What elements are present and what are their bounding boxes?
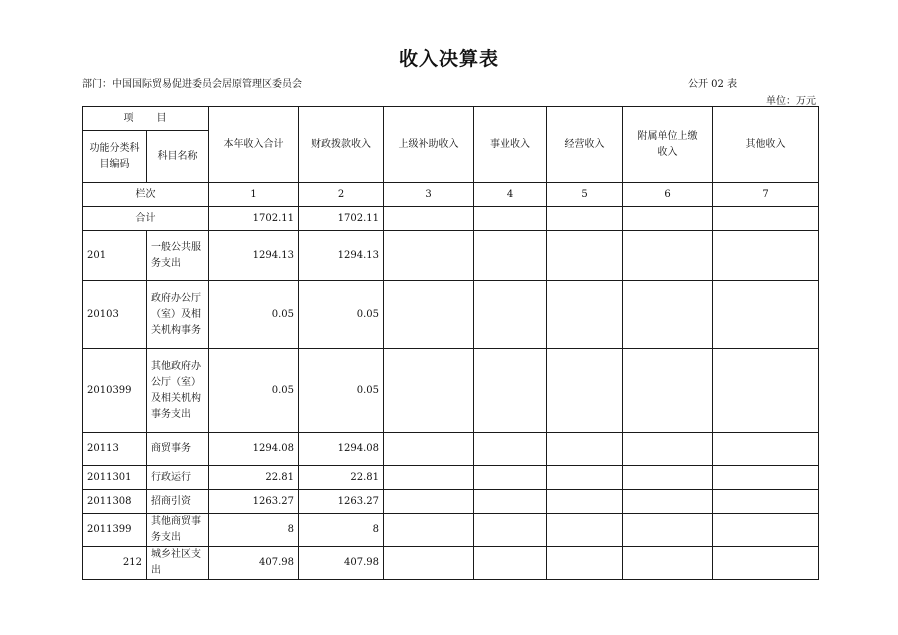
row-value <box>547 433 623 466</box>
table-row <box>83 433 819 466</box>
row-name: 政府办公厅（室）及相关机构事务 <box>147 281 209 349</box>
total-value <box>623 207 713 231</box>
row-value: 1263.27 <box>299 490 384 514</box>
row-value: 8 <box>209 514 299 547</box>
column-index-row <box>83 183 819 207</box>
header-col-6: 附属单位上缴收入 <box>623 107 713 183</box>
row-value: 0.05 <box>209 349 299 433</box>
row-value <box>547 514 623 547</box>
header-func-code: 功能分类科目编码 <box>83 131 147 183</box>
header-row-1 <box>83 107 819 131</box>
row-value <box>474 433 547 466</box>
row-value <box>384 466 474 490</box>
row-value <box>474 547 547 580</box>
header-col-2: 财政拨款收入 <box>299 107 384 183</box>
total-value <box>384 207 474 231</box>
row-value <box>384 349 474 433</box>
row-name: 其他政府办公厅（室）及相关机构事务支出 <box>147 349 209 433</box>
row-value <box>713 231 819 281</box>
row-value <box>713 281 819 349</box>
total-value: 1702.11 <box>299 207 384 231</box>
income-table <box>82 106 819 580</box>
row-value <box>474 281 547 349</box>
row-value: 22.81 <box>299 466 384 490</box>
row-value: 0.05 <box>299 281 384 349</box>
row-value <box>474 490 547 514</box>
row-value: 22.81 <box>209 466 299 490</box>
row-value <box>713 433 819 466</box>
row-code: 201 <box>83 231 147 281</box>
column-index-number: 5 <box>547 183 623 207</box>
row-value: 1294.08 <box>209 433 299 466</box>
row-value <box>474 349 547 433</box>
table-row <box>83 547 819 580</box>
row-value <box>623 231 713 281</box>
row-value: 1263.27 <box>209 490 299 514</box>
row-code: 2011308 <box>83 490 147 514</box>
unit-label: 单位：万元 <box>766 96 816 107</box>
row-code: 2011301 <box>83 466 147 490</box>
header-subject-name: 科目名称 <box>147 131 209 183</box>
row-code: 20113 <box>83 433 147 466</box>
row-value <box>547 466 623 490</box>
header-col-5: 经营收入 <box>547 107 623 183</box>
row-value: 1294.13 <box>209 231 299 281</box>
header-col-4: 事业收入 <box>474 107 547 183</box>
row-name: 城乡社区支出 <box>147 547 209 580</box>
table-row <box>83 231 819 281</box>
row-value: 1294.08 <box>299 433 384 466</box>
header-project: 项 目 <box>83 107 209 131</box>
department-label: 部门：中国国际贸易促进委员会居原管理区委员会 <box>82 79 302 90</box>
header-col-1: 本年收入合计 <box>209 107 299 183</box>
row-value <box>623 349 713 433</box>
row-value: 0.05 <box>209 281 299 349</box>
row-value: 1294.13 <box>299 231 384 281</box>
row-value <box>547 281 623 349</box>
row-value <box>474 466 547 490</box>
total-row <box>83 207 819 231</box>
row-value <box>623 433 713 466</box>
row-value <box>384 281 474 349</box>
table-row <box>83 490 819 514</box>
row-value: 407.98 <box>299 547 384 580</box>
row-code: 20103 <box>83 281 147 349</box>
form-number: 公开 02 表 <box>688 79 738 90</box>
row-value <box>623 466 713 490</box>
row-name: 商贸事务 <box>147 433 209 466</box>
total-value <box>713 207 819 231</box>
row-name: 招商引资 <box>147 490 209 514</box>
row-value <box>623 514 713 547</box>
total-value: 1702.11 <box>209 207 299 231</box>
row-value <box>713 349 819 433</box>
column-index-number: 1 <box>209 183 299 207</box>
row-name: 行政运行 <box>147 466 209 490</box>
row-value <box>623 547 713 580</box>
row-value <box>547 547 623 580</box>
column-index-number: 2 <box>299 183 384 207</box>
row-value <box>474 231 547 281</box>
header-col-3: 上级补助收入 <box>384 107 474 183</box>
row-name: 其他商贸事务支出 <box>147 514 209 547</box>
header-col-7: 其他收入 <box>713 107 819 183</box>
row-value <box>384 514 474 547</box>
total-value <box>547 207 623 231</box>
row-value <box>547 490 623 514</box>
row-name: 一般公共服务支出 <box>147 231 209 281</box>
column-index-number: 6 <box>623 183 713 207</box>
table-row <box>83 514 819 547</box>
row-value <box>623 281 713 349</box>
row-value <box>384 433 474 466</box>
row-value <box>713 466 819 490</box>
row-value <box>474 514 547 547</box>
column-index-number: 3 <box>384 183 474 207</box>
row-code: 2011399 <box>83 514 147 547</box>
row-value: 8 <box>299 514 384 547</box>
table-row <box>83 466 819 490</box>
table-row <box>83 349 819 433</box>
row-code: 212 <box>83 547 147 580</box>
row-value <box>547 231 623 281</box>
row-value: 0.05 <box>299 349 384 433</box>
row-value <box>384 490 474 514</box>
row-value <box>623 490 713 514</box>
row-code: 2010399 <box>83 349 147 433</box>
column-index-number: 4 <box>474 183 547 207</box>
row-value <box>713 514 819 547</box>
row-value <box>384 231 474 281</box>
row-value <box>384 547 474 580</box>
row-value: 407.98 <box>209 547 299 580</box>
column-index-number: 7 <box>713 183 819 207</box>
total-label: 合计 <box>83 207 209 231</box>
row-value <box>713 547 819 580</box>
total-value <box>474 207 547 231</box>
row-value <box>547 349 623 433</box>
column-index-label: 栏次 <box>83 183 209 207</box>
table-row <box>83 281 819 349</box>
page-title: 收入决算表 <box>398 48 499 70</box>
row-value <box>713 490 819 514</box>
